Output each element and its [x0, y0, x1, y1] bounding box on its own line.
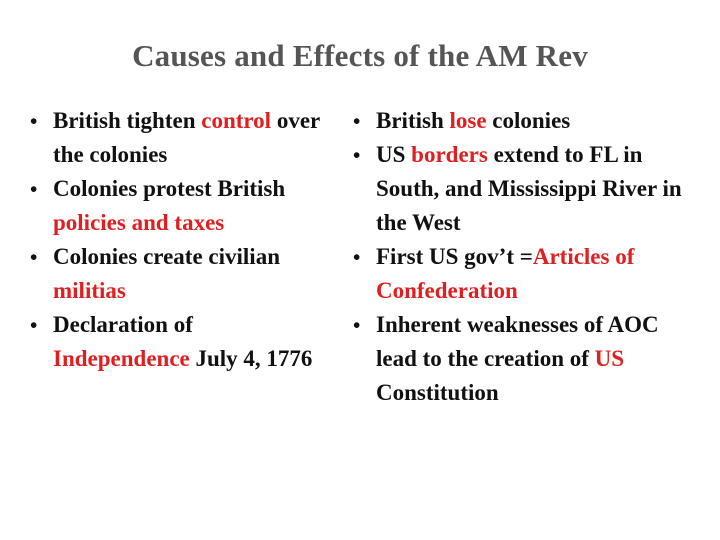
- effect-item: [353, 240, 693, 308]
- slide-title: Causes and Effects of the AM Rev: [132, 38, 588, 73]
- item-text: July 4, 1776: [189, 346, 313, 371]
- bullet-icon: •: [353, 109, 361, 133]
- highlighted-text: US: [594, 346, 625, 371]
- effects-list: [353, 104, 693, 410]
- effect-item: [353, 308, 693, 410]
- item-text: US: [376, 142, 412, 167]
- cause-item: [30, 172, 335, 240]
- highlighted-text: Independence: [53, 346, 190, 371]
- item-text: British: [376, 108, 450, 133]
- bullet-icon: •: [30, 313, 38, 337]
- bullet-icon: •: [353, 313, 361, 337]
- item-text: Inherent weaknesses of AOC lead to the creation of: [376, 312, 659, 371]
- bullet-icon: •: [30, 245, 38, 269]
- highlighted-text: Articles of Confederation: [376, 244, 635, 303]
- cause-item: [30, 240, 335, 308]
- item-text: over the colonies: [53, 108, 320, 167]
- item-text: extend to FL in South, and Mississippi River in the West: [376, 142, 682, 235]
- bullet-icon: •: [353, 143, 361, 167]
- cause-item: [30, 308, 335, 376]
- item-text: Constitution: [376, 380, 499, 405]
- effect-item: [353, 138, 693, 240]
- causes-list: [30, 104, 335, 376]
- item-text: colonies: [486, 108, 571, 133]
- item-text: Colonies create civilian: [53, 244, 280, 269]
- highlighted-text: militias: [53, 278, 126, 303]
- item-text: British tighten: [53, 108, 202, 133]
- cause-item: [30, 104, 335, 172]
- item-text: First US gov’t =: [376, 244, 533, 269]
- item-text: Colonies protest British: [53, 176, 286, 201]
- bullet-icon: •: [30, 109, 38, 133]
- bullet-icon: •: [30, 177, 38, 201]
- bullet-icon: •: [353, 245, 361, 269]
- highlighted-text: policies and taxes: [53, 210, 225, 235]
- item-text: Declaration of: [53, 312, 193, 337]
- highlighted-text: lose: [449, 108, 487, 133]
- highlighted-text: control: [201, 108, 272, 133]
- highlighted-text: borders: [411, 142, 488, 167]
- effect-item: [353, 104, 693, 138]
